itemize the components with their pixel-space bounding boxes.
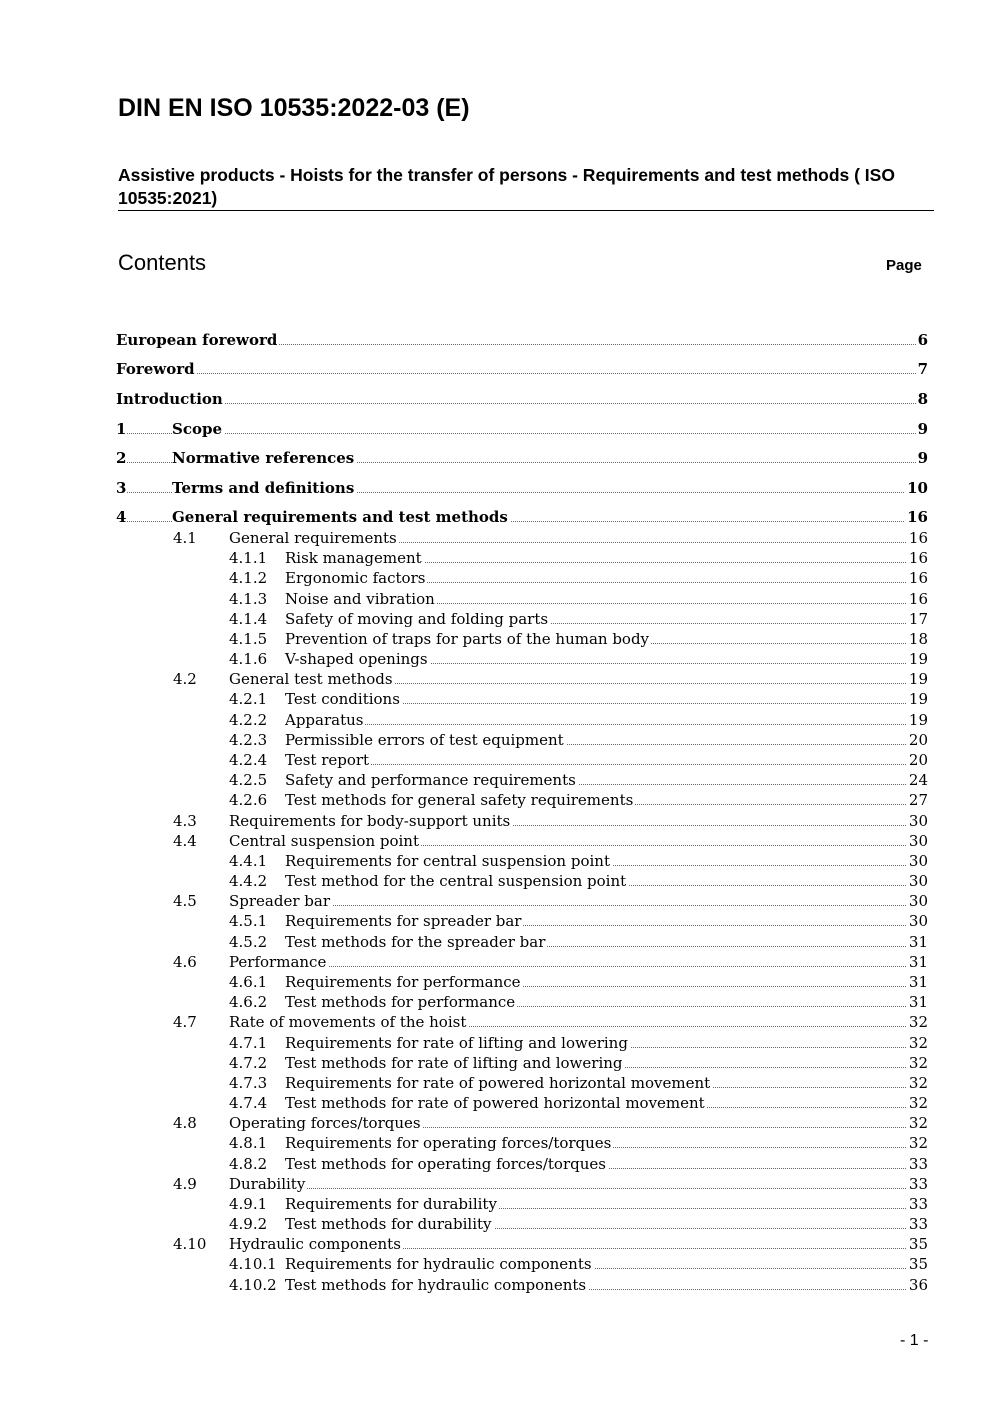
toc-entry-page: 33 xyxy=(908,1174,928,1193)
toc-entry-page: 16 xyxy=(908,569,928,588)
page-number: - 1 - xyxy=(900,1332,929,1349)
toc-entry-title: Foreword xyxy=(116,360,195,378)
toc-entry[interactable] xyxy=(0,1073,992,1093)
toc-entry-title: Terms and definitions xyxy=(172,479,355,497)
toc-entry-page: 30 xyxy=(908,811,928,830)
toc-entry-number: 4.10.1 xyxy=(229,1255,277,1274)
toc-entry-page: 20 xyxy=(908,750,928,769)
toc-entry[interactable] xyxy=(0,710,992,730)
toc-entry[interactable] xyxy=(0,1234,992,1254)
toc-entry-title: Safety and performance requirements xyxy=(285,771,576,790)
toc-entry-number: 4.7 xyxy=(173,1013,197,1032)
toc-entry-number: 4.10.2 xyxy=(229,1275,277,1294)
toc-entry[interactable] xyxy=(0,952,992,972)
toc-entry-page: 16 xyxy=(908,529,928,547)
toc-entry-number: 4.1.3 xyxy=(229,589,268,608)
toc-entry-page: 30 xyxy=(908,892,928,911)
toc-entry-page: 33 xyxy=(908,1154,928,1173)
toc-entry-title: Operating forces/torques xyxy=(229,1114,421,1133)
toc-entry-page: 9 xyxy=(917,420,928,438)
toc-entry-number: 4.2.4 xyxy=(229,750,268,769)
toc-leader-dots xyxy=(116,433,928,434)
toc-entry-title: Performance xyxy=(229,952,327,971)
toc-entry[interactable] xyxy=(0,359,992,379)
toc-entry-page: 30 xyxy=(908,912,928,931)
toc-entry-number: 4.1.2 xyxy=(229,569,268,588)
toc-entry[interactable] xyxy=(0,507,992,527)
toc-entry[interactable] xyxy=(0,478,992,498)
toc-entry[interactable] xyxy=(0,911,992,931)
toc-entry-title: Test methods for durability xyxy=(285,1215,492,1234)
toc-entry-page: 31 xyxy=(908,952,928,971)
toc-entry[interactable] xyxy=(0,1053,992,1073)
toc-entry-number: 4.2.6 xyxy=(229,791,268,810)
toc-entry-number: 4.1.6 xyxy=(229,650,268,669)
toc-entry[interactable] xyxy=(0,689,992,709)
toc-entry-page: 35 xyxy=(908,1235,928,1254)
toc-entry-title: Test methods for the spreader bar xyxy=(285,932,546,951)
toc-entry-title: Central suspension point xyxy=(229,831,419,850)
toc-entry[interactable] xyxy=(0,649,992,669)
toc-entry-number: 4.5.2 xyxy=(229,932,268,951)
toc-entry-title: General test methods xyxy=(229,670,393,689)
toc-entry[interactable] xyxy=(0,629,992,649)
toc-entry-title: Test methods for rate of powered horizontal movement xyxy=(285,1094,705,1113)
toc-entry-number: 4.1 xyxy=(173,529,197,547)
toc-entry-page: 31 xyxy=(908,993,928,1012)
toc-entry[interactable] xyxy=(0,548,992,568)
toc-entry[interactable] xyxy=(0,1093,992,1113)
toc-entry[interactable] xyxy=(0,389,992,409)
toc-entry-number: 4.9 xyxy=(173,1174,197,1193)
toc-entry[interactable] xyxy=(0,448,992,468)
toc-entry-page: 27 xyxy=(908,791,928,810)
toc-entry-page: 19 xyxy=(908,650,928,669)
toc-entry-number: 3 xyxy=(116,479,127,497)
toc-entry[interactable] xyxy=(0,730,992,750)
toc-entry-number: 4.8.1 xyxy=(229,1134,268,1153)
toc-leader-dots xyxy=(229,1188,928,1189)
document-subtitle: Assistive products - Hoists for the transfer of persons - Requirements and test methods ( ISO 10535:2021) xyxy=(118,165,895,208)
toc-entry[interactable] xyxy=(0,589,992,609)
toc-entry[interactable] xyxy=(0,992,992,1012)
toc-entry[interactable] xyxy=(0,932,992,952)
toc-entry[interactable] xyxy=(0,528,992,548)
toc-entry-page: 16 xyxy=(908,589,928,608)
toc-entry-number: 4.9.1 xyxy=(229,1194,268,1213)
toc-entry-page: 32 xyxy=(908,1033,928,1052)
toc-entry-title: Requirements for rate of powered horizontal movement xyxy=(285,1073,711,1092)
toc-entry[interactable] xyxy=(0,770,992,790)
document-id: DIN EN ISO 10535:2022-03 (E) xyxy=(118,94,470,122)
toc-entry-number: 4.9.2 xyxy=(229,1215,268,1234)
toc-entry-page: 30 xyxy=(908,872,928,891)
toc-entry-title: Risk management xyxy=(285,549,422,568)
toc-entry-title: Requirements for rate of lifting and lowering xyxy=(285,1033,628,1052)
toc-entry-page: 30 xyxy=(908,831,928,850)
toc-entry-title: Durability xyxy=(229,1174,306,1193)
toc-entry-number: 4.2.2 xyxy=(229,710,268,729)
toc-entry-title: Normative references xyxy=(172,449,355,467)
toc-entry-number: 4.3 xyxy=(173,811,197,830)
toc-entry-number: 1 xyxy=(116,420,127,438)
toc-entry-page: 33 xyxy=(908,1215,928,1234)
toc-entry-title: Test methods for operating forces/torques xyxy=(285,1154,606,1173)
toc-entry-number: 4 xyxy=(116,508,127,526)
toc-entry-page: 24 xyxy=(908,771,928,790)
toc-entry-number: 4.7.2 xyxy=(229,1053,268,1072)
toc-leader-dots xyxy=(285,764,928,765)
toc-entry-title: Noise and vibration xyxy=(285,589,435,608)
toc-entry-page: 36 xyxy=(908,1275,928,1294)
toc-entry-number: 4.10 xyxy=(173,1235,207,1254)
toc-entry[interactable] xyxy=(0,972,992,992)
toc-entry-page: 10 xyxy=(907,479,928,497)
toc-entry[interactable] xyxy=(0,1214,992,1234)
toc-entry-number: 4.1.5 xyxy=(229,629,268,648)
toc-entry-title: Requirements for performance xyxy=(285,972,521,991)
toc-entry[interactable] xyxy=(0,1174,992,1194)
toc-entry-title: Test methods for general safety requirements xyxy=(285,791,634,810)
toc-entry[interactable] xyxy=(0,419,992,439)
contents-heading: Contents xyxy=(118,250,207,275)
toc-entry-page: 18 xyxy=(908,629,928,648)
toc-entry[interactable] xyxy=(0,831,992,851)
toc-entry-page: 16 xyxy=(908,549,928,568)
toc-entry-number: 4.4 xyxy=(173,831,197,850)
toc-entry-title: Requirements for operating forces/torques xyxy=(285,1134,612,1153)
toc-entry-title: Ergonomic factors xyxy=(285,569,426,588)
toc-entry-number: 4.7.4 xyxy=(229,1094,268,1113)
toc-entry-page: 32 xyxy=(908,1013,928,1032)
toc-entry-page: 8 xyxy=(917,390,928,408)
toc-entry-title: Test methods for hydraulic components xyxy=(285,1275,587,1294)
toc-entry-title: Scope xyxy=(172,420,223,438)
toc-entry[interactable] xyxy=(0,1012,992,1032)
toc-entry-number: 4.7.1 xyxy=(229,1033,268,1052)
toc-entry-page: 17 xyxy=(908,609,928,628)
toc-entry-page: 16 xyxy=(907,508,928,526)
toc-entry-page: 30 xyxy=(908,851,928,870)
toc-entry[interactable] xyxy=(0,1254,992,1274)
page-column-label: Page xyxy=(886,257,922,274)
toc-entry[interactable] xyxy=(0,1033,992,1053)
toc-entry-title: Requirements for central suspension point xyxy=(285,851,610,870)
toc-entry-number: 4.5 xyxy=(173,892,197,911)
toc-entry-page: 31 xyxy=(908,972,928,991)
toc-entry-number: 4.2.5 xyxy=(229,771,268,790)
toc-entry-title: Introduction xyxy=(116,390,223,408)
toc-leader-dots xyxy=(229,905,928,906)
toc-entry-title: Test conditions xyxy=(285,690,400,709)
toc-entry-number: 2 xyxy=(116,449,127,467)
toc-entry-number: 4.2.3 xyxy=(229,730,268,749)
toc-entry-number: 4.1.1 xyxy=(229,549,268,568)
toc-entry-title: Requirements for durability xyxy=(285,1194,497,1213)
toc-entry-title: Requirements for body-support units xyxy=(229,811,511,830)
toc-entry[interactable] xyxy=(0,811,992,831)
toc-entry-title: Requirements for hydraulic components xyxy=(285,1255,592,1274)
toc-leader-dots xyxy=(285,724,928,725)
toc-entry-number: 4.2.1 xyxy=(229,690,268,709)
toc-entry-title: Requirements for spreader bar xyxy=(285,912,522,931)
toc-entry-title: Safety of moving and folding parts xyxy=(285,609,549,628)
toc-leader-dots xyxy=(116,373,928,374)
toc-entry-page: 35 xyxy=(908,1255,928,1274)
toc-entry-page: 32 xyxy=(908,1134,928,1153)
toc-entry-number: 4.6 xyxy=(173,952,197,971)
toc-entry[interactable] xyxy=(0,1133,992,1153)
toc-entry-title: Test report xyxy=(285,750,370,769)
toc-entry-page: 31 xyxy=(908,932,928,951)
toc-entry-title: General requirements and test methods xyxy=(172,508,508,526)
toc-entry-number: 4.2 xyxy=(173,670,197,689)
toc-entry-number: 4.6.1 xyxy=(229,972,268,991)
toc-entry-page: 20 xyxy=(908,730,928,749)
toc-entry[interactable] xyxy=(0,669,992,689)
toc-entry-page: 32 xyxy=(908,1114,928,1133)
toc-entry[interactable] xyxy=(0,891,992,911)
toc-entry[interactable] xyxy=(0,790,992,810)
toc-entry-title: General requirements xyxy=(229,529,397,547)
toc-entry-number: 4.8.2 xyxy=(229,1154,268,1173)
toc-entry-page: 33 xyxy=(908,1194,928,1213)
toc-entry-page: 6 xyxy=(917,331,928,349)
toc-entry[interactable] xyxy=(0,851,992,871)
toc-entry-page: 32 xyxy=(908,1094,928,1113)
toc-entry-page: 7 xyxy=(917,360,928,378)
toc-entry[interactable] xyxy=(0,330,992,350)
toc-entry-title: Spreader bar xyxy=(229,892,331,911)
toc-entry-number: 4.6.2 xyxy=(229,993,268,1012)
toc-entry[interactable] xyxy=(0,1113,992,1133)
toc-entry-number: 4.4.1 xyxy=(229,851,268,870)
toc-leader-dots xyxy=(229,966,928,967)
toc-entry-title: European foreword xyxy=(116,331,278,349)
toc-entry-number: 4.1.4 xyxy=(229,609,268,628)
toc-entry[interactable] xyxy=(0,609,992,629)
toc-entry[interactable] xyxy=(0,1275,992,1295)
toc-entry-page: 32 xyxy=(908,1073,928,1092)
toc-entry-title: Rate of movements of the hoist xyxy=(229,1013,467,1032)
toc-entry-number: 4.7.3 xyxy=(229,1073,268,1092)
toc-entry-title: Test method for the central suspension point xyxy=(285,872,627,891)
toc-entry-title: Prevention of traps for parts of the human body xyxy=(285,629,650,648)
toc-entry[interactable] xyxy=(0,750,992,770)
toc-entry-page: 19 xyxy=(908,690,928,709)
toc-entry-title: V-shaped openings xyxy=(285,650,428,669)
toc-entry-title: Hydraulic components xyxy=(229,1235,401,1254)
toc-entry-title: Test methods for rate of lifting and lowering xyxy=(285,1053,623,1072)
toc-entry[interactable] xyxy=(0,871,992,891)
toc-entry-number: 4.4.2 xyxy=(229,872,268,891)
toc-entry-page: 19 xyxy=(908,710,928,729)
toc-entry-page: 9 xyxy=(917,449,928,467)
toc-entry-title: Permissible errors of test equipment xyxy=(285,730,564,749)
toc-entry-number: 4.5.1 xyxy=(229,912,268,931)
toc-leader-dots xyxy=(116,403,928,404)
toc-entry-title: Apparatus xyxy=(285,710,364,729)
toc-entry-number: 4.8 xyxy=(173,1114,197,1133)
toc-entry-page: 32 xyxy=(908,1053,928,1072)
toc-entry[interactable] xyxy=(0,1154,992,1174)
toc-entry-page: 19 xyxy=(908,670,928,689)
toc-entry[interactable] xyxy=(0,1194,992,1214)
toc-entry-title: Test methods for performance xyxy=(285,993,516,1012)
toc-entry[interactable] xyxy=(0,568,992,588)
